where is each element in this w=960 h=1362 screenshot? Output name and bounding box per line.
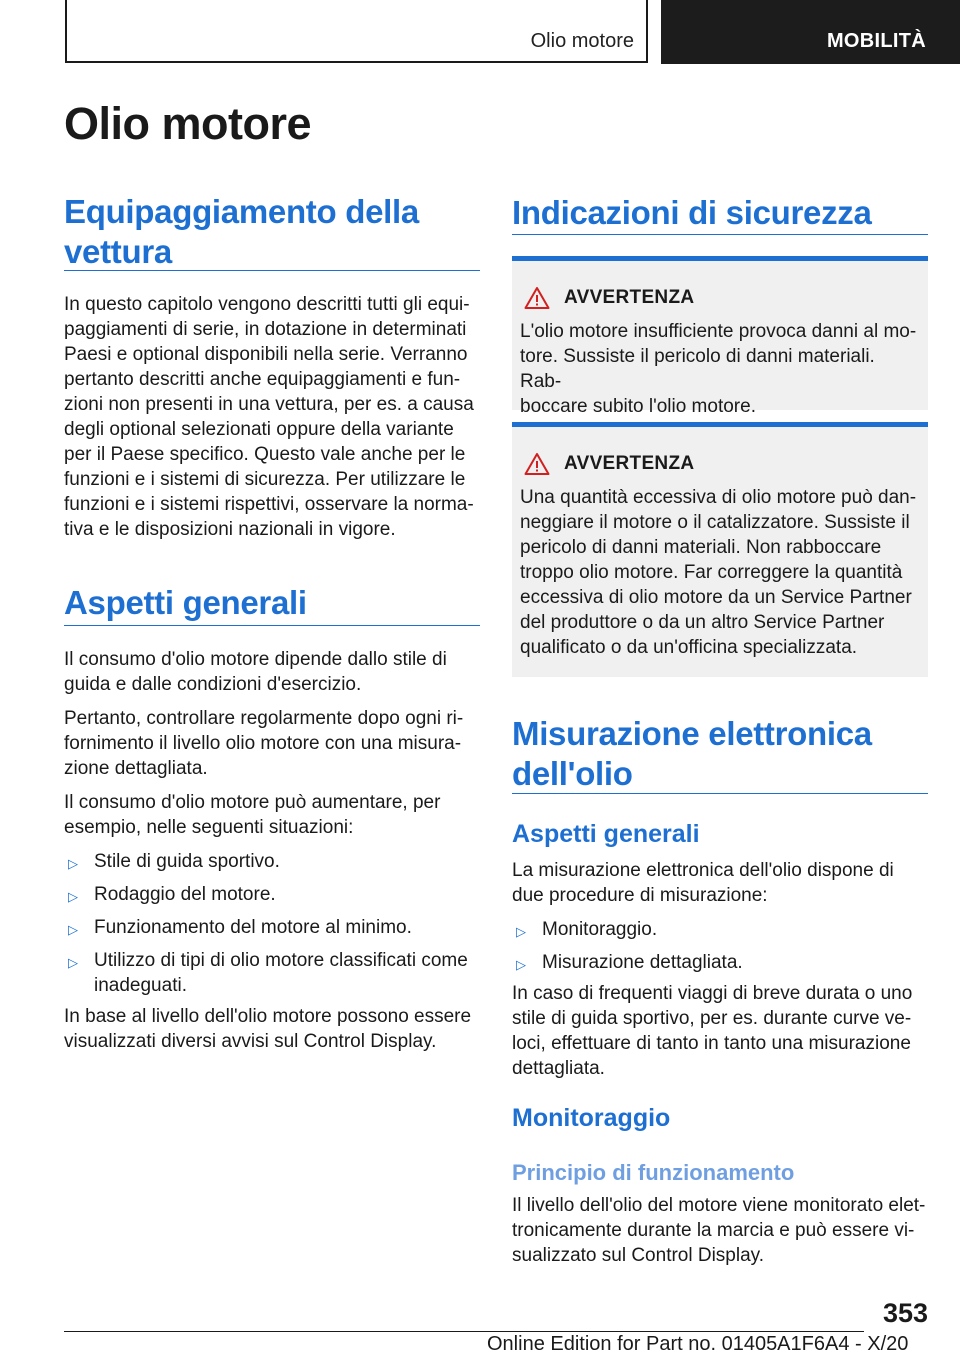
list-item <box>64 882 484 907</box>
bullet-triangle-icon: ▷ <box>68 922 78 937</box>
text-line: guida e dalle condizioni d'esercizio. <box>64 674 362 695</box>
text-line: stile di guida sportivo, per es. durante curve ve‐ <box>512 1008 912 1029</box>
warning-triangle-icon <box>524 286 550 310</box>
text-line: funzioni e i sistemi rispettivi, osservare la norma‐ <box>64 494 474 515</box>
bullet-triangle-icon: ▷ <box>516 924 526 939</box>
text-line: qualificato o da un'officina specializzata. <box>520 637 858 658</box>
text-line: funzioni e i sistemi di sicurezza. Per utilizzare le <box>64 469 466 490</box>
list-item-text: inadeguati. <box>94 975 187 996</box>
warning-title: AVVERTENZA <box>564 453 695 474</box>
text-line: tronicamente durante la marcia e può essere vi‐ <box>512 1220 915 1241</box>
text-line: eccessiva di olio motore da un Service Partner <box>520 587 912 608</box>
principle-heading: Principio di funzionamento <box>512 1160 795 1185</box>
text-line: Paesi e optional disponibili nella serie. Verranno <box>64 344 468 365</box>
page-title: Olio motore <box>64 98 312 149</box>
section-equipment <box>64 192 480 272</box>
warning-box <box>512 256 928 417</box>
list-item-text: Stile di guida sportivo. <box>94 851 280 872</box>
text-line: troppo olio motore. Far correggere la quantità <box>520 562 903 583</box>
text-line: sualizzato sul Control Display. <box>512 1245 765 1266</box>
general-content <box>64 647 484 1054</box>
text-line: Il consumo d'olio motore può aumentare, per <box>64 792 441 813</box>
text-line: neggiare il motore o il catalizzatore. Sussiste il <box>520 512 910 533</box>
text-line: L'olio motore insufficiente provoca danni al mo‐ <box>520 321 917 342</box>
section-equipment-heading <box>64 192 480 272</box>
text-line: Una quantità eccessiva di olio motore può dan‐ <box>520 487 917 508</box>
text-line: tiva e le disposizioni nazionali in vigore. <box>64 519 396 540</box>
text-line: loci, effettuare di tanto in tanto una misurazione <box>512 1033 911 1054</box>
heading-rule <box>64 625 480 626</box>
text-line: due procedure di misurazione: <box>512 885 768 906</box>
text-line: La misurazione elettronica dell'olio dispone di <box>512 860 894 881</box>
monitoring-heading: Monitoraggio <box>512 1104 671 1132</box>
footer-rule <box>64 1331 864 1332</box>
safety-heading: Indicazioni di sicurezza <box>512 194 872 231</box>
heading-line: vettura <box>64 233 172 270</box>
section-general-heading: Aspetti generali <box>64 584 307 621</box>
warning-text <box>520 319 920 419</box>
text-line: zioni non presenti in una vettura, per es. a causa <box>64 394 474 415</box>
list-item-text: Monitoraggio. <box>542 919 658 940</box>
list-item-text: Misurazione dettagliata. <box>542 952 743 973</box>
heading-rule <box>512 793 928 794</box>
text-line: boccare subito l'olio motore. <box>520 396 756 417</box>
page-number: 353 <box>882 1298 928 1328</box>
heading-line: Equipaggiamento della <box>64 193 419 230</box>
text-line: per il Paese specifico. Questo vale anche per le <box>64 444 466 465</box>
footer-edition: Online Edition for Part no. 01405A1F6A4 - X/20 <box>487 1333 909 1355</box>
list-item <box>64 948 484 998</box>
text-line: In questo capitolo vengono descritti tutti gli equi‐ <box>64 294 470 315</box>
equipment-paragraph <box>64 292 484 542</box>
measurement-heading <box>512 714 928 794</box>
measurement-content <box>512 858 932 1081</box>
warning-triangle-icon <box>524 452 550 476</box>
header-chapter-title: Olio motore <box>530 30 634 52</box>
warning-header <box>520 285 920 311</box>
text-line: dettagliata. <box>512 1058 605 1079</box>
text-line: In caso di frequenti viaggi di breve durata o uno <box>512 983 913 1004</box>
list-item <box>512 950 932 975</box>
header-chapter-box <box>65 0 648 63</box>
text-line: degli optional selezionati oppure della variante <box>64 419 454 440</box>
heading-line: Misurazione elettronica <box>512 715 872 752</box>
bullet-triangle-icon: ▷ <box>68 955 78 970</box>
text-line: pertanto descritti anche equipaggiamenti e fun‐ <box>64 369 461 390</box>
list-item-text: Rodaggio del motore. <box>94 884 276 905</box>
text-line: tore. Sussiste il pericolo di danni materiali. Rab‐ <box>520 346 875 392</box>
list-item <box>64 849 484 874</box>
text-line: Il livello dell'olio del motore viene monitorato elet‐ <box>512 1195 926 1216</box>
text-line: paggiamenti di serie, in dotazione in determinati <box>64 319 467 340</box>
list-item <box>64 915 484 940</box>
warning-text <box>520 485 920 660</box>
bullet-triangle-icon: ▷ <box>68 856 78 871</box>
header-section-label: MOBILITÀ <box>826 30 926 52</box>
warning-box <box>512 422 928 677</box>
text-line: del produttore o da un altro Service Partner <box>520 612 885 633</box>
heading-rule <box>64 270 480 271</box>
bullet-triangle-icon: ▷ <box>516 957 526 972</box>
list-item-text: Utilizzo di tipi di olio motore classificati come <box>94 950 468 971</box>
text-line: esempio, nelle seguenti situazioni: <box>64 817 354 838</box>
general-subheading: Aspetti generali <box>512 820 700 848</box>
text-line: visualizzati diversi avvisi sul Control Display. <box>64 1031 437 1052</box>
text-line: zione dettagliata. <box>64 758 208 779</box>
warning-header <box>520 451 920 477</box>
text-line: pericolo di danni materiali. Non rabboccare <box>520 537 882 558</box>
text-line: fornimento il livello olio motore con una misura‐ <box>64 733 462 754</box>
heading-line: dell'olio <box>512 755 633 792</box>
warning-title: AVVERTENZA <box>564 287 695 308</box>
text-line: Il consumo d'olio motore dipende dallo stile di <box>64 649 447 670</box>
bullet-triangle-icon: ▷ <box>68 889 78 904</box>
list-item-text: Funzionamento del motore al minimo. <box>94 917 412 938</box>
principle-paragraph <box>512 1193 932 1268</box>
text-line: In base al livello dell'olio motore possono essere <box>64 1006 472 1027</box>
header-section-tab <box>661 0 960 64</box>
list-item <box>512 917 932 942</box>
text-line: Pertanto, controllare regolarmente dopo ogni ri‐ <box>64 708 464 729</box>
heading-rule <box>512 234 928 235</box>
